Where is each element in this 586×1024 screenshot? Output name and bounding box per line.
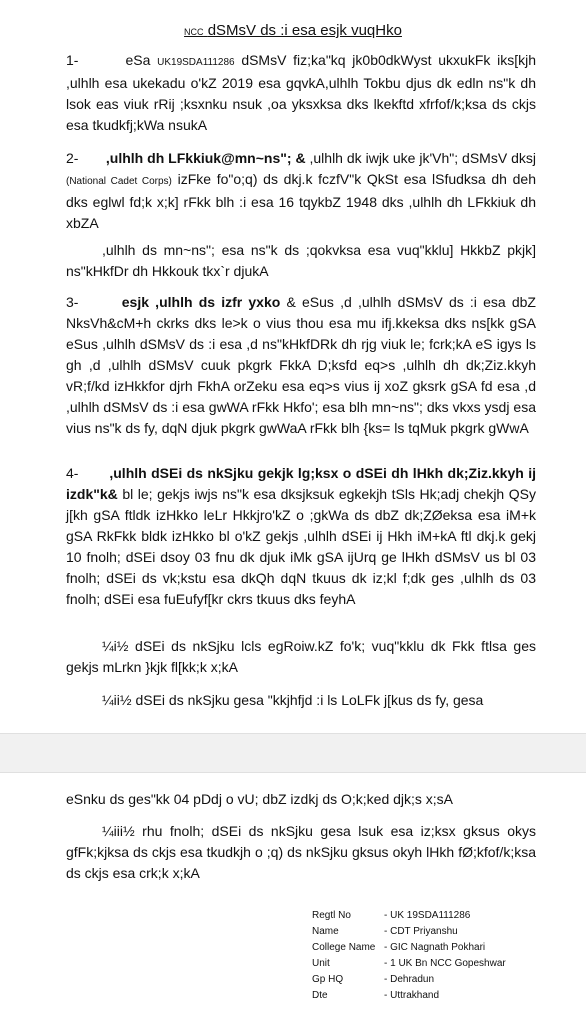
signature-row [312, 972, 506, 988]
paragraph-2-number: 2- [66, 150, 79, 166]
signature-row [312, 940, 506, 956]
paragraph-4-number: 4- [66, 465, 79, 481]
signature-value: - GIC Nagnath Pokhari [384, 942, 486, 953]
signature-key: Unit [312, 958, 330, 969]
signature-row [312, 908, 506, 924]
signature-value: - UK 19SDA111286 [384, 910, 471, 921]
page-2 [0, 773, 586, 1024]
signature-value: - CDT Priyanshu [384, 926, 458, 937]
signature-key: Gp HQ [312, 974, 344, 985]
paragraph-3 [66, 292, 536, 439]
page-separator [0, 733, 586, 773]
paragraph-4 [66, 463, 536, 610]
paragraph-2-paren: (National Cadet Corps) [66, 176, 172, 187]
signature-row [312, 924, 506, 940]
document-title [0, 22, 586, 39]
paragraph-2 [66, 148, 536, 234]
signature-key: Regtl No [312, 910, 351, 921]
signature-value: - Uttrakhand [384, 990, 440, 1001]
paragraph-4-heading: ,ulhlh dSEi ds nkSjku gekjk lg;ksx o dSEi dh lHkh dk;Ziz.kkyh ij izdk"k& [66, 465, 536, 502]
signature-block [312, 908, 506, 1004]
sub-point-ii-continued: eSnku ds ges"kk 04 pDdj o vU; dbZ izdkj ds O;k;ked djk;s x;sA [66, 791, 454, 807]
paragraph-1-text: dSMsV fiz;ka"kq jk0b0dkWyst ukxukFk iks[kjh ,ulhlh esa ukekadu o'kZ 2019 esa gqvkA,ulhlh Tokbu djus dk edln ns"k dh lsok eas viuk rRij ;ksxnku nsuk ,oa yksxksa dks lkekftd xfrfof/k;ksa ds ckjs esa tkudkfj;kWa nsukA [66, 52, 536, 133]
title-text: dSMsV ds :i esa esjk vuqHko [207, 22, 402, 39]
paragraph-1-number: 1- [66, 52, 79, 68]
paragraph-2-continuation: ,ulhlh ds mn~ns"; esa ns"k ds ;qokvksa esa vuq"kklu] HkkbZ pkjk] ns"kHkfDr dh Hkkouk tkx`r djukA [66, 242, 536, 279]
paragraph-2-heading: ,ulhlh dh LFkkiuk@mn~ns"; & [105, 150, 306, 166]
paragraph-3-number: 3- [66, 294, 79, 310]
title-prefix: NCC [184, 27, 204, 37]
signature-value: - Dehradun [384, 974, 435, 985]
signature-row [312, 988, 506, 1004]
paragraph-3-heading: esjk ,ulhlh ds izfr yxko [121, 294, 281, 310]
signature-key: Dte [312, 990, 328, 1001]
sub-point-i: ¼i½ dSEi ds nkSjku lcls egRoiw.kZ fo'k; vuq"kklu dk Fkk ftlsa ges gekjs mLrkn }kjk fl[kk;k x;kA [66, 638, 536, 675]
sub-point-iii: ¼iii½ rhu fnolh; dSEi ds nkSjku gesa lsuk esa iz;ksx gksus okys gfFk;kjksa ds ckjs esa tkudkjh o ;q) ds nkSjku gksus okyh lHkh fØ;kfof/k;ksa ds ckjs esa crk;k x;kA [66, 823, 536, 881]
signature-row [312, 956, 506, 972]
registration-number: UK19SDA111286 [157, 57, 235, 68]
signature-value: - 1 UK Bn NCC Gopeshwar [384, 958, 506, 969]
sub-point-ii: ¼ii½ dSEi ds nkSjku gesa "kkjhfjd :i ls LoLFk j[kus ds fy, gesa [102, 692, 484, 708]
paragraph-2-text-a: ,ulhlh dk iwjk uke jk'Vh"; dSMsV dksj [309, 150, 536, 166]
paragraph-3-text: & eSus ,d ,ulhlh dSMsV ds :i esa dbZ NksVh&cM+h ckrks dks le>k o vius thou esa mu ifj.kkeksa dks ns[kk gSA eSus ,ulhlh dSMsV ds :i esa ,d ns"kHkfDRk dh rjg viuk le; fcrk;kA eS igys ls gh ,d ,ulhlh dSMsV cuuk pkgrk FkkA D;ksfd eq>s ,ulhlh dh dk;Ziz.kkyh vR;f/kd izHkkfor djrh FkhA orZeku esa eq>s vius ij xoZ gksrk gSA fd esa ,d ,ulhlh dSMsV ds :i esa gwWA rFkk Hkfo'; esa blh mn~ns"; dks vkxs ysdj esa vius ns"k ds fy, dqN djuk pkgrk gwWaA rFkk blh {ks= ls tqMuk pkgrk gWwA [66, 294, 536, 436]
paragraph-4-text: bl le; gekjs iwjs ns"k esa dksjksuk egkekjh tSls Hk;adj chekjh QSy j[kh gSA ftldk izHkko leLr Hkkjro'kZ o ;gkWa ds dbZ dk;ZØeksa esa iM+k gSA RkFkk bldk izHkko bl o'kZ gekjs ,ulhlh dSEi ij Hkh iM+kA ftl dkj.k gekj 10 fnolh; dSEi dsoy 03 fnu dk djuk iMk gSA ijUrq ge lHkh dSMsV us bl 03 fnolh; dSEi ds vk;kstu esa dkQh dqN tkuus dk iz;kl f;dk ges ,ulhlh ds 03 fnolh; dSEi esa fuEufyf[kr ckrs tkuus dks feyhA [66, 486, 536, 607]
paragraph-1-lead: eSa [125, 52, 151, 68]
signature-key: College Name [312, 942, 376, 953]
signature-key: Name [312, 926, 339, 937]
paragraph-1 [66, 50, 536, 136]
paragraph-2-text-b: izFke fo"o;q) ds dkj.k fczfV"k QkSt esa lSfudksa dh deh dks eglwl fd;k x;k] rFkk blh :i esa 16 tqykbZ 1948 dks ,ulhlh dh LFkkiuk dh xbZA [66, 171, 537, 231]
